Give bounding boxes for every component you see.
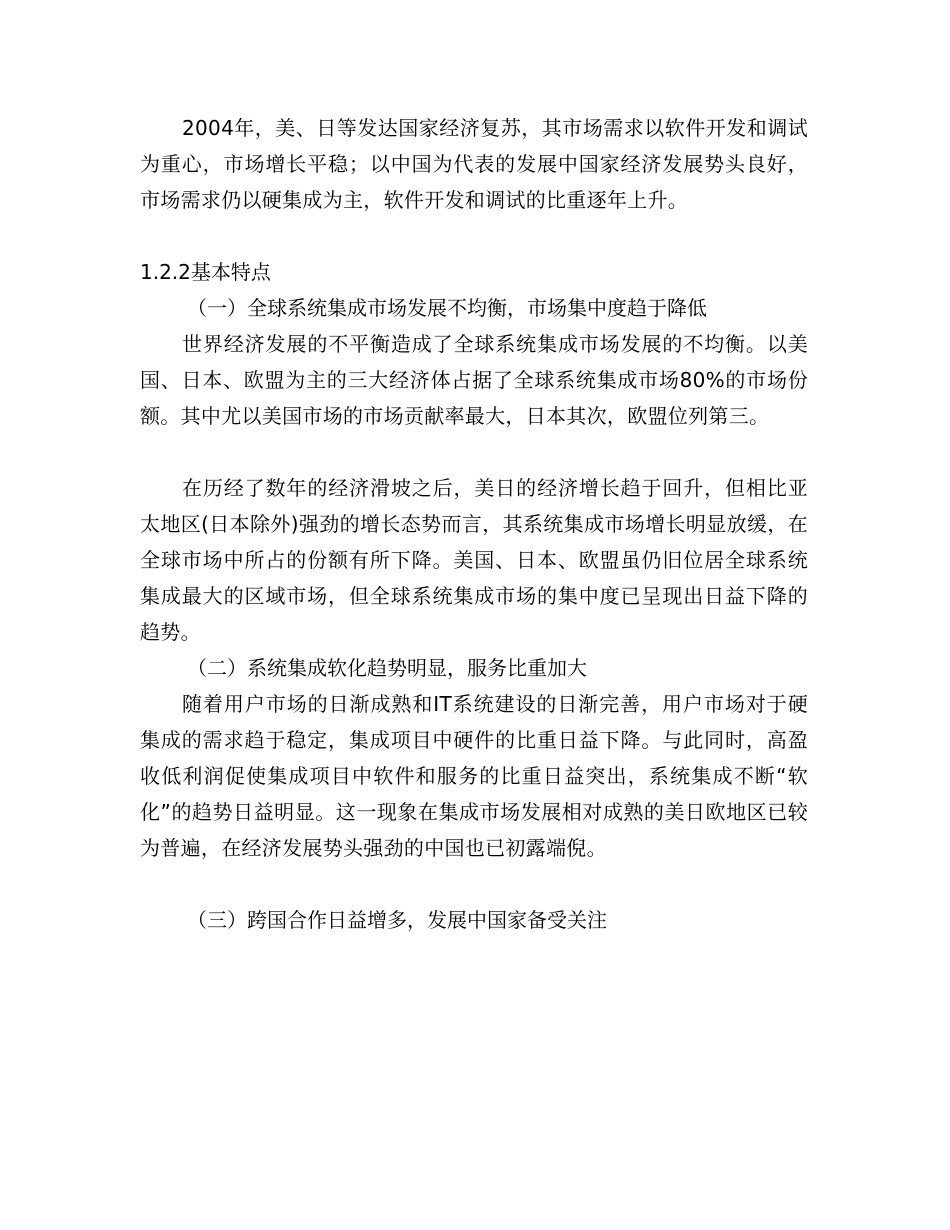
paragraph-2: 在历经了数年的经济滑坡之后，美日的经济增长趋于回升，但相比亚太地区(日本除外)强劲的增长态势而言，其系统集成市场增长明显放缓，在全球市场中所占的份额有所下降。美国、日本、欧盟虽仍旧位居全球系统集成最大的区域市场，但全球系统集成市场的集中度已呈现出日益下降的趋势。 xyxy=(140,476,808,644)
subheading-3: （三）跨国合作日益增多，发展中国家备受关注 xyxy=(187,908,607,932)
subheading-1: （一）全球系统集成市场发展不均衡，市场集中度趋于降低 xyxy=(187,296,707,320)
paragraph-1: 世界经济发展的不平衡造成了全球系统集成市场发展的不均衡。以美国、日本、欧盟为主的三大经济体占据了全球系统集成市场80%的市场份额。其中尤以美国市场的市场贡献率最大，日本其次，欧盟位列第三。 xyxy=(140,332,808,428)
subheading-2: （二）系统集成软化趋势明显，服务比重加大 xyxy=(187,656,587,680)
intro-paragraph: 2004年，美、日等发达国家经济复苏，其市场需求以软件开发和调试为重心，市场增长平稳；以中国为代表的发展中国家经济发展势头良好，市场需求仍以硬集成为主，软件开发和调试的比重逐年上升。 xyxy=(140,116,808,212)
section-heading: 1.2.2基本特点 xyxy=(140,260,271,284)
paragraph-3: 随着用户市场的日渐成熟和IT系统建设的日渐完善，用户市场对于硬集成的需求趋于稳定，集成项目中硬件的比重日益下降。与此同时，高盈收低利润促使集成项目中软件和服务的比重日益突出，系统集成不断“软化”的趋势日益明显。这一现象在集成市场发展相对成熟的美日欧地区已较为普遍，在经济发展势头强劲的中国也已初露端倪。 xyxy=(140,692,808,860)
